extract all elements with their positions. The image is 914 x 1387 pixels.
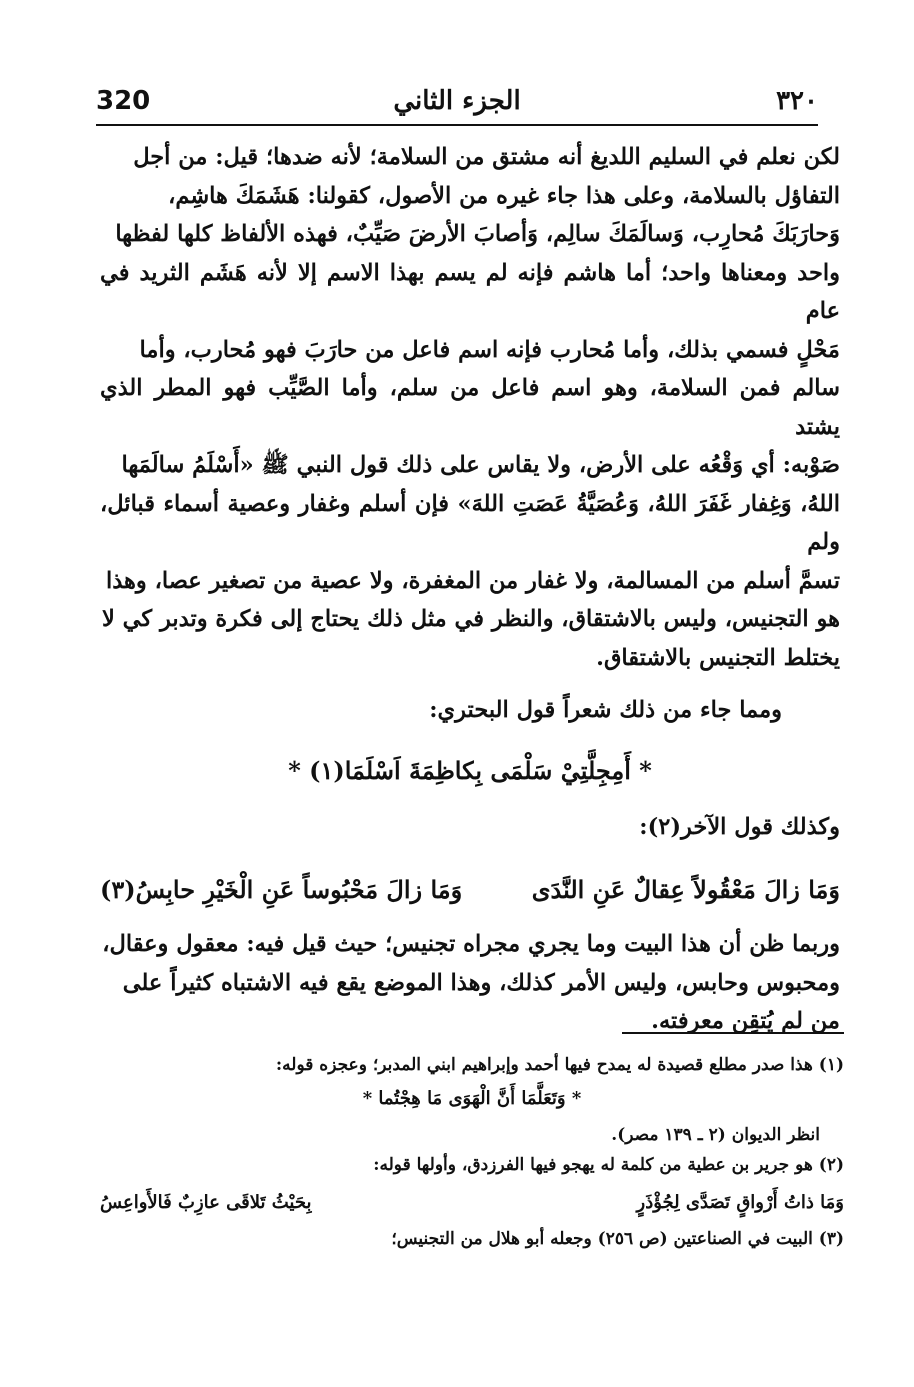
running-title: الجزء الثاني xyxy=(393,86,521,116)
text-line: من لم يُتقِن معرفته. xyxy=(651,1008,840,1034)
text-line: ومحبوس وحابس، وليس الأمر كذلك، وهذا الموضع يقع فيه الاشتباه كثيراً على xyxy=(122,969,840,996)
footnote-2-second-hemistich: بِحَيْثُ تَلاقَى عازِبٌ فَالأَواعِسُ xyxy=(100,1192,312,1213)
footnote-1-reference: انظر الديوان (٢ ـ ١٣٩ مصر). xyxy=(611,1125,820,1145)
verse-second-hemistich: وَمَا زالَ مَحْبُوساً عَنِ الْخَيْرِ حابِسُ(٣) xyxy=(100,874,463,904)
footnote-1: (١) هذا صدر مطلع قصيدة له يمدح فيها أحمد وإبراهيم ابني المدبر؛ وعجزه قوله: xyxy=(275,1055,844,1075)
main-text xyxy=(100,138,840,1041)
footnote-2-first-hemistich: وَمَا ذاتُ أَرْواقٍ تَصَدَّى لِجُؤْذَرٍ xyxy=(636,1192,844,1213)
text-line: صَوْبه: أي وَقْعُه على الأرض، ولا يقاس على ذلك قول النبي ﷺ «أَسْلَمُ سالَمَها xyxy=(121,452,840,478)
text-line: لكن نعلم في السليم اللديغ أنه مشتق من السلامة؛ لأنه ضدها؛ قيل: من أجل xyxy=(133,144,840,170)
poem-verse: * أَمِجِلَّتِيْ سَلْمَى بِكاظِمَةَ اَسْلَمَا(١) * xyxy=(288,755,652,785)
text-line: وربما ظن أن هذا البيت وما يجري مجراه تجنيس؛ حيث قيل فيه: معقول وعقال، xyxy=(102,931,840,957)
footnote-rule xyxy=(622,1032,844,1034)
page-header xyxy=(96,86,818,120)
text-line: يختلط التجنيس بالاشتقاق. xyxy=(596,644,840,671)
verse-intro: ومما جاء من ذلك شعراً قول البحتري: xyxy=(429,697,782,723)
text-line: اللهُ، وَغِفار غَفَرَ اللهُ، وَعُصَيَّةُ عَصَتِ اللهَ» فإن أسلم وغفار وعصية أسماء قبائل، ولم xyxy=(100,490,840,555)
page-number-arabic: ٣٢٠ xyxy=(776,86,818,116)
page-number-latin: 320 xyxy=(96,86,151,116)
footnotes xyxy=(100,1050,844,1254)
text-line: سالم فمن السلامة، وهو اسم فاعل من سلم، وأما الصَّيِّب فهو المطر الذي يشتد xyxy=(100,375,840,440)
text-line: واحد ومعناها واحد؛ أما هاشم فإنه لم يسم بهذا الاسم إلا لأنه هَشَم الثريد في عام xyxy=(100,259,840,324)
verse-intro: وكذلك قول الآخر(٢): xyxy=(639,814,840,840)
text-line: هو التجنيس، وليس بالاشتقاق، والنظر في مثل ذلك يحتاج إلى فكرة وتدبر كي لا xyxy=(102,606,840,632)
poem-verse-pair xyxy=(100,871,840,910)
header-rule xyxy=(96,124,818,126)
footnote-1-verse: * وَتَعَلَّمَا أَنَّ الْهَوَى مَا هِجْتُما * xyxy=(362,1088,582,1109)
footnote-2-verse xyxy=(100,1188,844,1218)
text-line: التفاؤل بالسلامة، وعلى هذا جاء غيره من الأصول، كقولنا: هَشَمَكَ هاشِم، xyxy=(168,182,840,209)
text-line: وَحارَبَكَ مُحارِب، وَسالَمَكَ سالِم، وَأصابَ الأرضَ صَيِّبٌ، فهذه الألفاظ كلها لفظها xyxy=(115,221,840,247)
verse-first-hemistich: وَمَا زالَ مَعْقُولاً عِقالٌ عَنِ النَّدَى xyxy=(531,874,840,904)
text-line: تسمَّ أسلم من المسالمة، ولا غفار من المغفرة، ولا عصية من تصغير عصا، وهذا xyxy=(106,567,840,594)
footnote-2: (٢) هو جرير بن عطية من كلمة له يهجو فيها الفرزدق، وأولها قوله: xyxy=(373,1155,844,1175)
text-line: مَحْلٍ فسمي بذلك، وأما مُحارب فإنه اسم فاعل من حارَبَ فهو مُحارب، وأما xyxy=(139,336,840,363)
footnote-3: (٣) البيت في الصناعتين (ص ٢٥٦) وجعله أبو هلال من التجنيس؛ xyxy=(391,1229,844,1249)
